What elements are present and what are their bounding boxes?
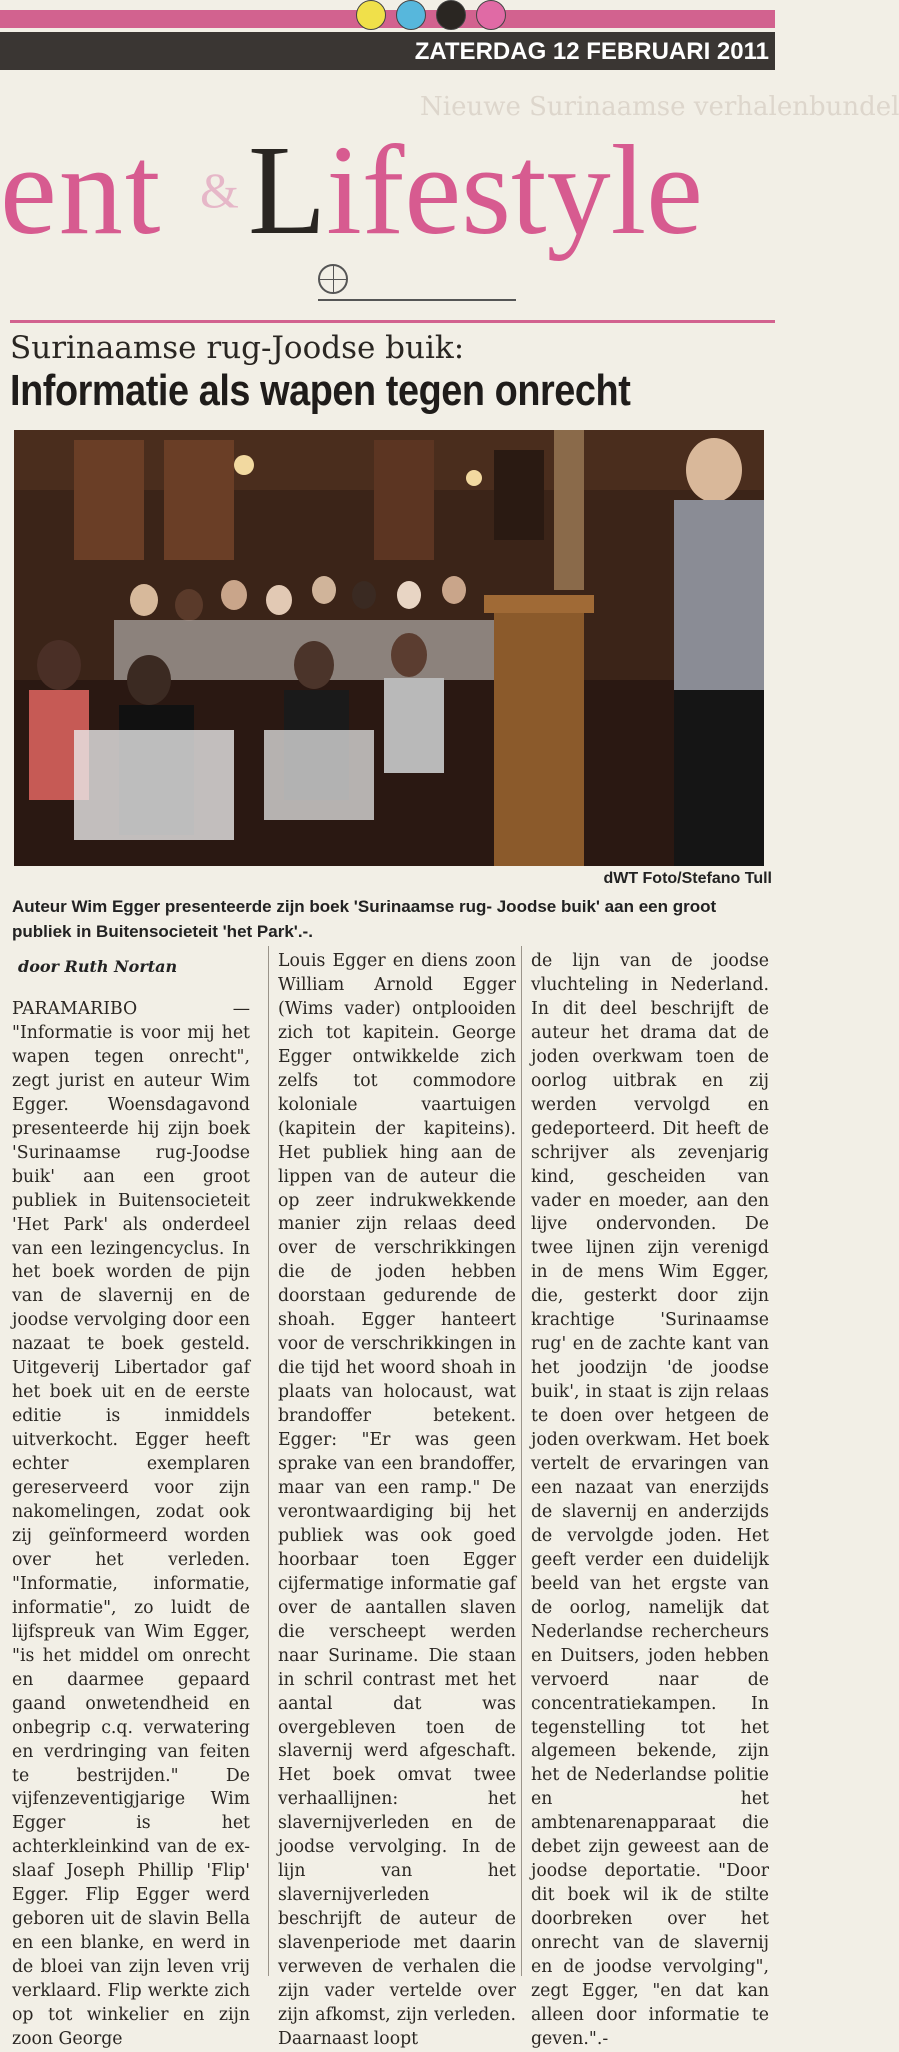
photo-caption: Auteur Wim Egger presenteerde zijn boek 'Surinaamse rug- Joodse buik' aan een groot publiek in Buitensocieteit 'het Park'.-. <box>12 897 717 941</box>
column-divider-1 <box>268 946 269 1976</box>
registration-underline <box>318 299 516 301</box>
section-divider <box>10 320 775 323</box>
cyan-dot-icon <box>396 0 426 30</box>
column-2-text: Louis Egger en diens zoon William Arnold Egger (Wims vader) ontplooiden zich tot kapitein. George Egger ontwikkelde zich zelfs tot commodore koloniale vaartuigen (kapitein der kapiteins). Het publiek hing aan de lippen van de auteur die op zeer indrukwekkende manier zijn relaas deed over de verschrikkingen die de joden hebben doorstaan gedurende de shoah. Egger hanteert voor de verschrikkingen in die tijd het woord shoah in plaats van holocaust, wat brandoffer betekent. Egger: "Er was geen sprake van een brandoffer, maar van een ramp." De verontwaardiging bij het publiek was ook goed hoorbaar toen Egger cijfermatige informatie gaf over de aantallen slaven die verscheept werden naar Suriname. Die staan in schril contrast met het aantal dat was overgebleven toen de slavernij werd afgeschaft. Het boek omvat twee verhaallijnen: het slavernijverleden en de joodse vervolging. In de lijn van het slavernijverleden beschrijft de auteur de slavenperiode met daarin verweven de verhalen die zijn vader vertelde over zijn afkomst, zijn verleden. Daarnaast loopt <box>278 951 516 2049</box>
section-title-ampersand: & <box>200 162 239 218</box>
article-column-1 <box>12 998 250 2052</box>
photo-credit: dWT Foto/Stefano Tull <box>603 870 772 887</box>
column-1-text: PARAMARIBO — "Informatie is voor mij het wapen tegen onrecht", zegt jurist en auteur Wim Egger. Woensdagavond presenteerde hij zijn boek 'Surinaamse rug-Joodse buik' aan een groot publiek in Buitensocieteit 'Het Park' als onderdeel van een lezingencyclus. In het boek worden de pijn van de slavernij en de joodse vervolging door een nazaat te boek gesteld. Uitgeverij Libertador gaf het boek uit en de eerste editie is inmiddels uitverkocht. Egger heeft echter exemplaren gereserveerd voor zijn nakomelingen, zodat ook zij geïnformeerd worden over het verleden. "Informatie, informatie, informatie", zo luidt de lijfspreuk van Wim Egger, "is het middel om onrecht en daarmee gepaard gaand onwetendheid en onbegrip c.q. verwatering en verdringing van feiten te bestrijden." De vijfenzeventigjarige Wim Egger is het achterkleinkind van de ex-slaaf Joseph Phillip 'Flip' Egger. Flip Egger werd geboren uit de slavin Bella en een blanke, en werd in de bloei van zijn leven vrij verklaard. Flip werkte zich op tot winkelier en zijn zoon George <box>12 999 250 2049</box>
article-kicker: Surinaamse rug-Joodse buik: <box>10 330 465 366</box>
top-accent-bar <box>0 10 775 28</box>
article-byline: door Ruth Nortan <box>18 957 178 976</box>
magenta-dot-icon <box>476 0 506 30</box>
yellow-dot-icon <box>356 0 386 30</box>
article-headline: Informatie als wapen tegen onrecht <box>10 366 631 415</box>
article-column-3 <box>531 950 769 2052</box>
issue-date: ZATERDAG 12 FEBRUARI 2011 <box>414 38 769 65</box>
section-title-part1: ent <box>0 119 163 261</box>
section-title-part2: Lifestyle <box>248 119 703 261</box>
registration-crosshair-icon <box>318 264 348 294</box>
date-bar <box>0 32 775 70</box>
black-dot-icon <box>436 0 466 30</box>
column-divider-2 <box>521 946 522 1976</box>
article-photo <box>14 430 764 866</box>
article-column-2 <box>278 950 516 2052</box>
column-3-text: de lijn van de joodse vluchteling in Nederland. In dit deel beschrijft de auteur het drama dat de joden overkwam toen de oorlog uitbrak en zij werden vervolgd en gedeporteerd. Dit heeft de schrijver als zevenjarig kind, gescheiden van vader en moeder, aan den lijve ondervonden. De twee lijnen zijn verenigd in de mens Wim Egger, die, gesterkt door zijn krachtige 'Surinaamse rug' en de zachte kant van het joodzijn 'de joodse buik', in staat is zijn relaas te doen over hetgeen de joden overkwam. Het boek vertelt de ervaringen van een nazaat van enerzijds de slavernij en anderzijds de vervolgde joden. Het geeft verder een duidelijk beeld van het ergste van de oorlog, namelijk dat Nederlandse rechercheurs en Duitsers, joden hebben vervoerd naar de concentratiekampen. In tegenstelling tot het algemeen bekende, zijn het de Nederlandse politie en het ambtenarenapparaat die debet zijn geweest aan de joodse deportatie. "Door dit boek wil ik de stilte doorbreken over het onrecht van de slavernij en de joodse vervolging", zegt Egger, "en dat kan alleen door informatie te geven.".- <box>531 951 769 2049</box>
bleed-through-text: Nieuwe Surinaamse verhalenbundel <box>420 92 899 122</box>
